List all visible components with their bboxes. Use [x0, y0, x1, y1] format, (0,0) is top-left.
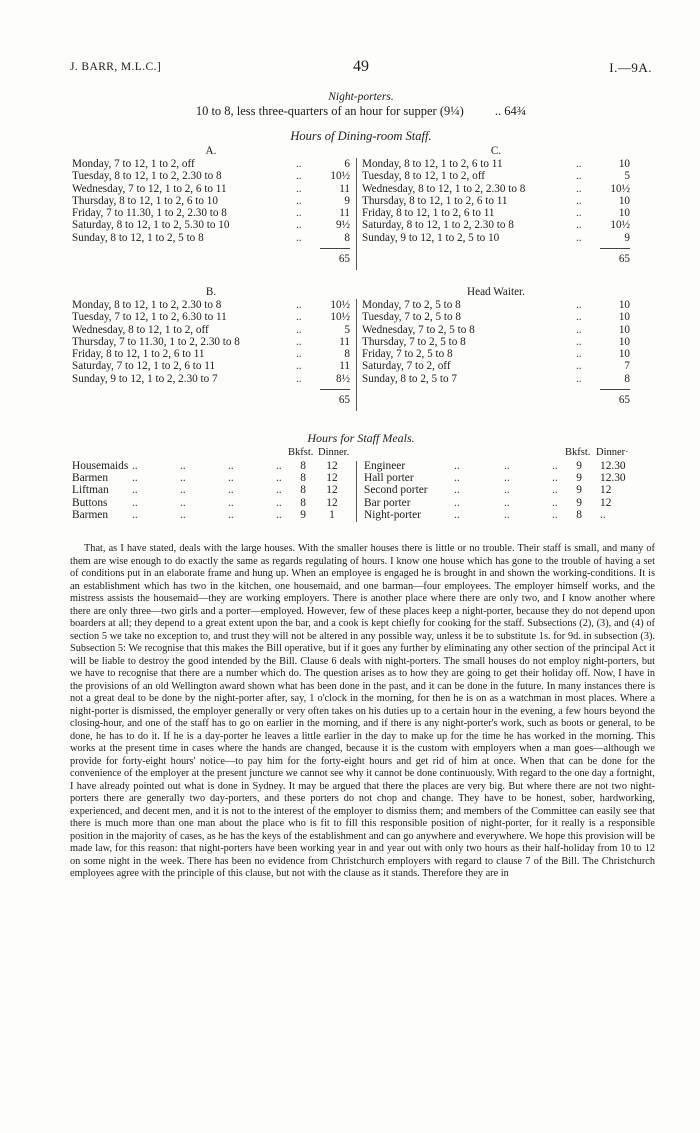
meal-bkfst: 9	[576, 460, 582, 472]
leader-dots: ..	[276, 496, 282, 509]
total-rule	[320, 389, 350, 390]
dining-row-text: Saturday, 8 to 12, 1 to 2, 5.30 to 10	[72, 219, 230, 232]
leader-dots: ..	[576, 231, 582, 244]
dining-row-text: Wednesday, 7 to 12, 1 to 2, 6 to 11	[72, 182, 227, 195]
dining-row-text: Wednesday, 8 to 12, 1 to 2, off	[72, 323, 209, 336]
meal-bkfst: 9	[576, 472, 582, 485]
leader-dots: ..	[576, 360, 582, 373]
dining-row-text: Thursday, 8 to 12, 1 to 2, 6 to 10	[72, 194, 218, 207]
dining-group-label: Head Waiter.	[467, 286, 525, 298]
dining-row	[72, 183, 350, 195]
leader-dots: ..	[576, 170, 582, 183]
dining-row-hours: 10½	[610, 219, 630, 232]
dining-staff-title: Hours of Dining-room Staff.	[290, 129, 432, 143]
dining-row-hours: 10	[618, 299, 630, 311]
dining-row-text: Friday, 8 to 12, 1 to 2, 6 to 11	[362, 207, 495, 220]
bkfst-header-left: Bkfst.	[288, 447, 314, 458]
dining-row-hours: 10½	[330, 311, 350, 324]
leader-dots: ..	[228, 460, 234, 472]
leader-dots: ..	[180, 496, 186, 509]
dining-row	[362, 219, 630, 231]
leader-dots: ..	[576, 158, 582, 170]
dining-row-text: Sunday, 8 to 2, 5 to 7	[362, 372, 457, 385]
dining-row	[362, 373, 630, 385]
dining-row-text: Tuesday, 8 to 12, 1 to 2, 2.30 to 8	[72, 170, 222, 183]
meal-dinner: 12	[600, 484, 612, 497]
page-header	[70, 58, 652, 78]
leader-dots: ..	[296, 231, 302, 244]
leader-dots: ..	[228, 496, 234, 509]
leader-dots: ..	[276, 508, 282, 521]
meal-staff-name: Barmen	[72, 472, 109, 485]
dining-row-text: Sunday, 8 to 12, 1 to 2, 5 to 8	[72, 231, 204, 244]
dining-row	[362, 158, 630, 170]
dining-group-total: 65	[618, 253, 630, 266]
dining-row-hours: 10	[618, 348, 630, 361]
dining-row-text: Saturday, 8 to 12, 1 to 2, 2.30 to 8	[362, 219, 514, 232]
dining-row	[362, 360, 630, 372]
dining-group-4	[362, 286, 630, 385]
leader-dots: ..	[132, 484, 138, 497]
night-porters-line	[70, 104, 652, 119]
leader-dots: ..	[296, 170, 302, 183]
dining-row	[362, 336, 630, 348]
meal-dinner: 1	[329, 508, 335, 521]
leader-dots: ..	[180, 508, 186, 521]
dining-row-hours: 11	[339, 335, 350, 348]
dining-row-hours: 5	[344, 323, 350, 336]
meal-staff-name: Liftman	[72, 484, 109, 497]
leader-dots: ..	[132, 472, 138, 485]
dining-row	[362, 232, 630, 244]
leader-dots: ..	[552, 472, 558, 485]
dining-group-total: 65	[338, 394, 350, 407]
leader-dots: ..	[228, 508, 234, 521]
leader-dots: ..	[276, 484, 282, 497]
leader-dots: ..	[296, 194, 302, 207]
dining-row-hours: 10½	[330, 170, 350, 183]
dining-row	[362, 207, 630, 219]
dining-row-text: Friday, 7 to 2, 5 to 8	[362, 348, 453, 361]
leader-dots: ..	[576, 348, 582, 361]
dining-row	[362, 324, 630, 336]
leader-dots: ..	[576, 311, 582, 324]
leader-dots: ..	[454, 496, 460, 509]
dining-row-hours: 10	[618, 335, 630, 348]
leader-dots: ..	[180, 460, 186, 472]
dining-row-text: Wednesday, 7 to 2, 5 to 8	[362, 323, 475, 336]
meal-dinner: 12	[326, 460, 338, 472]
dining-row-hours: 10	[618, 207, 630, 220]
dining-row	[72, 324, 350, 336]
leader-dots: ..	[504, 472, 510, 485]
night-porters-title: Night-porters.	[328, 91, 394, 103]
leader-dots: ..	[276, 472, 282, 485]
meal-staff-name: Buttons	[72, 496, 108, 509]
meal-bkfst: 8	[300, 460, 306, 472]
dining-row-hours: 9	[344, 194, 350, 207]
dining-row-text: Saturday, 7 to 12, 1 to 2, 6 to 11	[72, 360, 216, 373]
leader-dots: ..	[576, 182, 582, 195]
leader-dots: ..	[180, 484, 186, 497]
dining-row-hours: 8½	[336, 372, 350, 385]
meal-dinner: 12	[326, 484, 338, 497]
staff-meals-title: Hours for Staff Meals.	[307, 431, 415, 445]
meal-bkfst: 8	[300, 496, 306, 509]
dining-row-hours: 9	[624, 231, 630, 244]
leader-dots: ..	[296, 372, 302, 385]
meal-dinner: 12	[326, 496, 338, 509]
dining-row	[72, 207, 350, 219]
meal-bkfst: 8	[300, 484, 306, 497]
dining-row-hours: 10	[618, 323, 630, 336]
dining-row-hours: 10	[618, 158, 630, 170]
meal-staff-name: Night-porter	[364, 508, 421, 521]
dining-row-hours: 10½	[330, 299, 350, 311]
meal-staff-name: Second porter	[364, 484, 428, 497]
dining-row-hours: 11	[339, 360, 350, 373]
dining-row-hours: 8	[344, 348, 350, 361]
page-number: 49	[353, 58, 369, 75]
leader-dots: ..	[296, 158, 302, 170]
leader-dots: ..	[454, 484, 460, 497]
meal-staff-name: Housemaids	[72, 460, 129, 472]
leader-dots: ..	[576, 299, 582, 311]
dining-row	[72, 311, 350, 323]
leader-dots: ..	[552, 496, 558, 509]
dining-row-text: Sunday, 9 to 12, 1 to 2, 5 to 10	[362, 231, 500, 244]
dining-group-label: B.	[205, 286, 217, 298]
meal-dinner: 12	[326, 472, 338, 485]
dining-group-total: 65	[618, 394, 630, 407]
dining-row-text: Thursday, 7 to 11.30, 1 to 2, 2.30 to 8	[72, 335, 240, 348]
dining-row-text: Wednesday, 8 to 12, 1 to 2, 2.30 to 8	[362, 182, 526, 195]
dining-row-text: Friday, 8 to 12, 1 to 2, 6 to 11	[72, 348, 205, 361]
dining-row	[362, 170, 630, 182]
meal-staff-name: Hall porter	[364, 472, 414, 485]
dining-group-total: 65	[338, 253, 350, 266]
leader-dots: ..	[576, 323, 582, 336]
dining-row-hours: 10½	[610, 182, 630, 195]
dining-row-hours: 8	[344, 231, 350, 244]
meal-bkfst: 9	[300, 508, 306, 521]
leader-dots: ..	[296, 335, 302, 348]
leader-dots: ..	[228, 484, 234, 497]
dining-row-text: Monday, 8 to 12, 1 to 2, 6 to 11	[362, 158, 503, 170]
leader-dots: ..	[504, 496, 510, 509]
dining-row	[362, 299, 630, 311]
meal-dinner: 12	[600, 496, 612, 509]
meal-bkfst: 9	[576, 484, 582, 497]
leader-dots: ..	[296, 348, 302, 361]
leader-dots: ..	[296, 323, 302, 336]
leader-dots: ..	[276, 460, 282, 472]
meal-dinner: 12.30	[600, 472, 626, 485]
leader-dots: ..	[296, 182, 302, 195]
leader-dots: ..	[576, 372, 582, 385]
dining-group-1	[72, 145, 350, 244]
leader-dots: ..	[296, 360, 302, 373]
dining-row-text: Monday, 7 to 2, 5 to 8	[362, 299, 461, 311]
meal-bkfst: 8	[300, 472, 306, 485]
header-author: J. BARR, M.L.C.]	[70, 61, 162, 73]
night-porters-hours-text: 10 to 8, less three-quarters of an hour for supper (9¼)	[195, 104, 464, 118]
leader-dots: ..	[228, 472, 234, 485]
dining-row	[72, 219, 350, 231]
leader-dots: ..	[552, 508, 558, 521]
dining-row	[72, 195, 350, 207]
dining-row	[72, 299, 350, 311]
dining-row-hours: 8	[624, 372, 630, 385]
night-porters-amount: .. 64¾	[494, 104, 527, 118]
dining-row	[72, 348, 350, 360]
leader-dots: ..	[296, 311, 302, 324]
leader-dots: ..	[296, 207, 302, 220]
leader-dots: ..	[132, 496, 138, 509]
dining-row-text: Sunday, 9 to 12, 1 to 2, 2.30 to 7	[72, 372, 218, 385]
total-rule	[320, 248, 350, 249]
dining-row-text: Monday, 7 to 12, 1 to 2, off	[72, 158, 195, 170]
dining-row-text: Tuesday, 8 to 12, 1 to 2, off	[362, 170, 485, 183]
leader-dots: ..	[576, 194, 582, 207]
leader-dots: ..	[180, 472, 186, 485]
dining-row-text: Monday, 8 to 12, 1 to 2, 2.30 to 8	[72, 299, 222, 311]
meal-bkfst: 8	[576, 508, 582, 521]
dining-row-hours: 7	[624, 360, 630, 373]
dining-row	[72, 360, 350, 372]
dining-group-label: A.	[205, 145, 217, 157]
meal-staff-name: Bar porter	[364, 496, 411, 509]
dining-row-text: Tuesday, 7 to 12, 1 to 2, 6.30 to 11	[72, 311, 227, 324]
leader-dots: ..	[552, 460, 558, 472]
dining-row-hours: 9½	[336, 219, 350, 232]
dining-row	[362, 348, 630, 360]
bkfst-header-right: Bkfst.	[565, 447, 591, 458]
body-text: That, as I have stated, deals with the large houses. With the smaller houses there is little or no trouble. Their staff is small, and many of them are wise enough to do exactly the same as regards regulating of hours. I know one house which has gone to the trouble of having a set of conditions put in an elaborate frame and hung up. When an employee is engaged he is brought in and shown the working-conditions. It is an establishment which has two in the kitchen, one housemaid, and one barman—four employees. The employer himself works, and the mistress assists the housemaid—they are working employers. There is another place where there are only two, and I know another where there are only three—two girls and a porter—employed. However, few of these places keep a night-porter, because they do not depend upon boarders at all; they depend to a great extent upon the bar, and a cook is kept chiefly for cooking for the staff. Subsections (2), (3), and (4) of section 5 we take no exception to, and trust they will not be altered in any possible way, unless it be to substitute 1s. for 9d. in subsection (3). Subsection 5: We recognise that this makes the Bill operative, but if it goes any further by eliminating any other section of the principal Act it will be liable to destroy the good intended by the Bill. Clause 6 deals with night-porters. The small houses do not employ night-porters, but we have to recognise that there are a number which do. The question arises as to how they are going to get their holiday off. Now, I have in the provisions of an old Wellington award shown what has been done in the past, and it can be done in the future. In many instances there is not a great deal to be done by the night-porter after, say, 1 o'clock in the morning, for then he is on as a watchman in most places. Where a night-porter is dismissed, the employer generally or very often takes on his duties up to a certain hour in the evening, a few hours beyond the closing-hour, and one of the staff has to go on earlier in the morning, and if there is any night-porter's work, such as boots or general, to be done, he has to do it. If he is a day-porter he leaves a little earlier in the day to make up for the time he has worked in the morning. This works at the present time in cases where the hands are changed, because it is the custom with employers when a man goes—although we provide for forty-eight hours' notice—to pay him for the forty-eight hours and get rid of him at once. When that can be done for the convenience of the employer at the present juncture we cannot see why it cannot be done continuously. With regard to the one day a fortnight, I have already pointed out what is done in Sydney. It may be argued that there the places are very big. But where there are not two night-porters there are generally two day-porters, and these porters do not chop and change. They have to be honest, sober, hardworking, experienced, and decent men, and it is not to the interest of the employer to dismiss them; and members of the Committee can easily see that there is much more than one man about the place who is fit to fill this responsible position of night-porter, for it really is a responsible position in the majority of cases, as he has the keys of the establishment and can go anywhere and everywhere. We hope this provision will be made law, for this reason: that night-porters have been working year in and year out with only two hours as their half-holiday from 10 to 12 on some night in the week. There has been no evidence from Christchurch employers with regard to clause 7 of the Bill. The Christchurch employees agree with the principle of this clause, but not with the clause as it stands. Therefore they are in	[70, 543, 655, 879]
dining-row-hours: 11	[339, 182, 350, 195]
leader-dots: ..	[454, 508, 460, 521]
dining-group-2	[362, 145, 630, 244]
meal-bkfst: 9	[576, 496, 582, 509]
dining-row-text: Tuesday, 7 to 2, 5 to 8	[362, 311, 461, 324]
body-paragraph	[70, 543, 655, 881]
dining-row-hours: 10	[618, 194, 630, 207]
document-reference: I.—9A.	[609, 60, 652, 75]
dining-row-hours: 10	[618, 311, 630, 324]
dining-row-hours: 6	[344, 158, 350, 170]
dining-group-label: C.	[490, 145, 502, 157]
leader-dots: ..	[504, 508, 510, 521]
leader-dots: ..	[132, 460, 138, 472]
dinner-header-left: Dinner.	[318, 447, 350, 458]
dining-row	[72, 170, 350, 182]
dining-row	[72, 373, 350, 385]
meal-dinner: ..	[600, 508, 606, 521]
leader-dots: ..	[132, 508, 138, 521]
dining-row	[362, 311, 630, 323]
leader-dots: ..	[576, 207, 582, 220]
dining-row-hours: 11	[339, 207, 350, 220]
dining-row	[72, 336, 350, 348]
dining-row	[72, 232, 350, 244]
leader-dots: ..	[504, 484, 510, 497]
dinner-header-right: Dinner·	[596, 447, 629, 458]
leader-dots: ..	[296, 219, 302, 232]
leader-dots: ..	[454, 472, 460, 485]
leader-dots: ..	[504, 460, 510, 472]
meal-staff-name: Barmen	[72, 508, 109, 521]
column-divider	[356, 461, 357, 522]
leader-dots: ..	[576, 219, 582, 232]
leader-dots: ..	[454, 460, 460, 472]
leader-dots: ..	[552, 484, 558, 497]
dining-row	[362, 183, 630, 195]
column-divider	[356, 299, 357, 411]
leader-dots: ..	[296, 299, 302, 311]
leader-dots: ..	[576, 335, 582, 348]
dining-row-text: Saturday, 7 to 2, off	[362, 360, 451, 373]
dining-row	[72, 158, 350, 170]
meal-dinner: 12.30	[600, 460, 626, 472]
total-rule	[600, 248, 630, 249]
dining-group-3	[72, 286, 350, 385]
dining-row-text: Friday, 7 to 11.30, 1 to 2, 2.30 to 8	[72, 207, 227, 220]
dining-row-hours: 5	[624, 170, 630, 183]
total-rule	[600, 389, 630, 390]
meal-staff-name: Engineer	[364, 460, 406, 472]
dining-row	[362, 195, 630, 207]
column-divider	[356, 158, 357, 270]
dining-row-text: Thursday, 7 to 2, 5 to 8	[362, 335, 466, 348]
dining-row-text: Thursday, 8 to 12, 1 to 2, 6 to 11	[362, 194, 508, 207]
